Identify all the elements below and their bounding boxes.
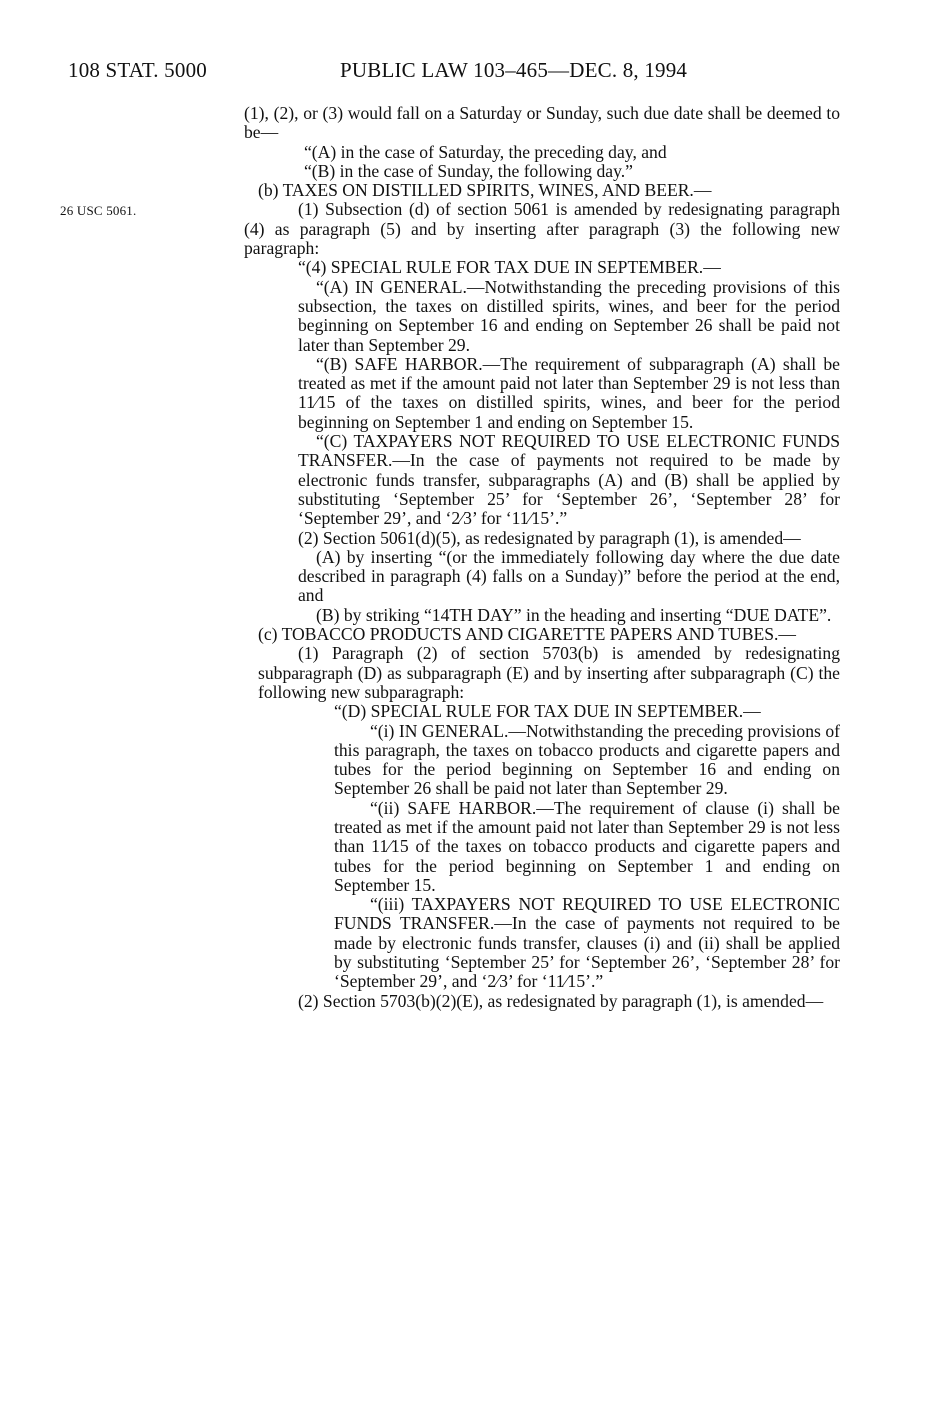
paragraph: (A) by inserting “(or the immediately following day where the due date described in paragraph (4) falls on a Sunday)” before the period at the end, and xyxy=(298,546,840,606)
paragraph: “(i) IN GENERAL.—Notwithstanding the preceding provisions of this paragraph, the taxes on tobacco products and cigarette papers and tubes for the period beginning on September 16 and ending on September 26 shall be paid not later than September 29. xyxy=(334,720,840,799)
paragraph: (2) Section 5703(b)(2)(E), as redesignated by paragraph (1), is amended— xyxy=(298,990,824,1011)
paragraph: “(B) SAFE HARBOR.—The requirement of subparagraph (A) shall be treated as met if the amount paid not later than September 29 is not less than 11⁄15 of the taxes on distilled spirits, wines, and beer for the period beginning on September 1 and ending on September 15. xyxy=(298,353,840,432)
paragraph: “(ii) SAFE HARBOR.—The requirement of clause (i) shall be treated as met if the amount paid not later than September 29 is not less than 11⁄15 of the taxes on tobacco products and cigarette papers and tubes for the period beginning on September 1 and ending on September 15. xyxy=(334,797,840,895)
paragraph: “(B) in the case of Sunday, the following day.” xyxy=(304,160,633,181)
paragraph: (1) Paragraph (2) of section 5703(b) is amended by redesignating subparagraph (D) as subparagraph (E) and by inserting after subparagraph (C) the following new subparagraph: xyxy=(258,643,840,702)
paragraph: “(A) IN GENERAL.—Notwithstanding the preceding provisions of this subsection, the taxes on distilled spirits, wines, and beer for the period beginning on September 16 and ending on September 26 shall be paid not later than September 29. xyxy=(298,276,840,355)
paragraph: “(iii) TAXPAYERS NOT REQUIRED TO USE ELECTRONIC FUNDS TRANSFER.—In the case of payments not required to be made by electronic funds transfer, clauses (i) and (ii) shall be applied by substituting ‘September 25’ for ‘September 26’, ‘September 28’ for ‘September 29’, and ‘2⁄3’ for ‘11⁄15’.” xyxy=(334,894,840,992)
paragraph: “(4) SPECIAL RULE FOR TAX DUE IN SEPTEMBER.— xyxy=(298,257,721,278)
paragraph: “(A) in the case of Saturday, the preceding day, and xyxy=(304,141,667,162)
paragraph: “(C) TAXPAYERS NOT REQUIRED TO USE ELECTRONIC FUNDS TRANSFER.—In the case of payments not required to be made by electronic funds transfer, subparagraphs (A) and (B) shall be applied by substituting ‘September 25’ for ‘September 26’, ‘September 28’ for ‘September 29’, and ‘2⁄3’ for ‘11⁄15’.” xyxy=(298,431,840,529)
statute-citation: 108 STAT. 5000 xyxy=(68,58,207,82)
paragraph: (B) by striking “14TH DAY” in the heading and inserting “DUE DATE”. xyxy=(316,604,832,625)
running-title: PUBLIC LAW 103–465—DEC. 8, 1994 xyxy=(340,58,688,82)
paragraph: (2) Section 5061(d)(5), as redesignated by paragraph (1), is amended— xyxy=(298,527,801,548)
paragraph: (1), (2), or (3) would fall on a Saturday or Sunday, such due date shall be deemed to be— xyxy=(244,103,840,143)
paragraph: (1) Subsection (d) of section 5061 is amended by redesignating paragraph (4) as paragraph (5) and by inserting after paragraph (3) the following new paragraph: xyxy=(244,199,840,259)
paragraph: (c) TOBACCO PRODUCTS AND CIGARETTE PAPERS AND TUBES.— xyxy=(258,624,796,645)
paragraph: (b) TAXES ON DISTILLED SPIRITS, WINES, AND BEER.— xyxy=(258,180,712,201)
document-body xyxy=(244,104,840,1011)
margin-note: 26 USC 5061. xyxy=(60,203,137,218)
paragraph: “(D) SPECIAL RULE FOR TAX DUE IN SEPTEMBER.— xyxy=(334,701,761,722)
